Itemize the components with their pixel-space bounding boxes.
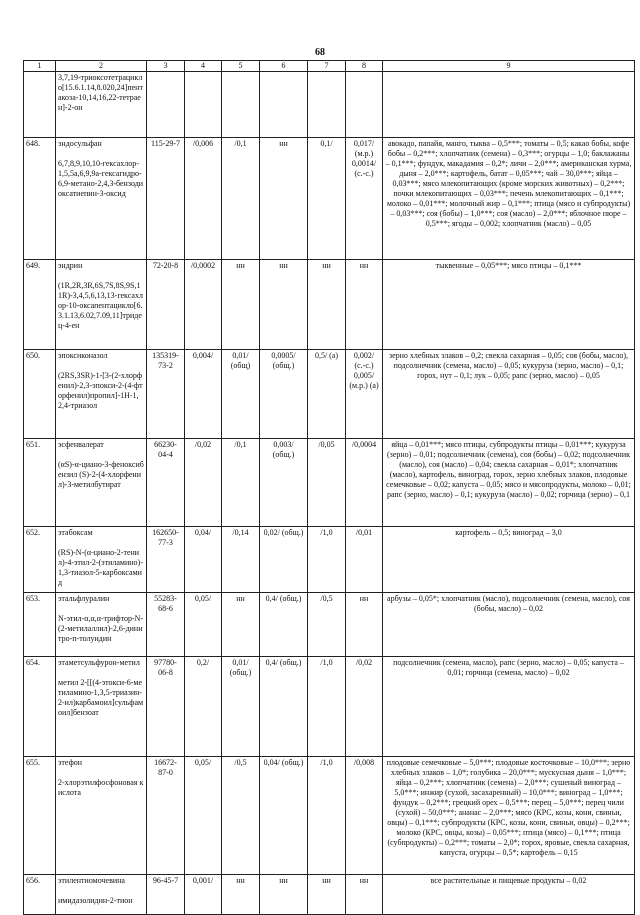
value-col-4: 0,001/ [185,875,222,915]
row-number: 654. [24,657,56,757]
row-number: 651. [24,439,56,527]
cas-number: 96-45-7 [147,875,185,915]
cas-number: 162650-77-3 [147,527,185,593]
cas-number: 72-20-8 [147,260,185,350]
table-row [24,72,635,138]
cas-number: 115-29-7 [147,138,185,260]
value-col-6: нн [260,138,308,260]
regulation-table [23,60,635,915]
value-col-5: нн [222,593,260,657]
row-number: 649. [24,260,56,350]
table-row [24,350,635,439]
value-col-7: нн [308,260,346,350]
products-limits: все растительные и пищевые продукты – 0,02 [383,875,635,915]
row-number: 648. [24,138,56,260]
value-col-7: 0,5/ (а) [308,350,346,439]
value-col-8: нн [346,593,383,657]
value-col-8: 0,002/ (с.-с.) 0,005/ (м.р.) (а) [346,350,383,439]
table-row [24,527,635,593]
value-col-5: /0,14 [222,527,260,593]
value-col-8: /0,01 [346,527,383,593]
value-col-5: нн [222,875,260,915]
table-row [24,757,635,875]
column-number-row [24,61,635,72]
substance-cell [56,657,147,757]
substance-name: этаметсульфурон-метил [58,658,140,667]
value-col-4: 0,004/ [185,350,222,439]
row-number [24,72,56,138]
col-header-6: 6 [260,61,308,72]
value-col-8: /0,008 [346,757,383,875]
table-row [24,657,635,757]
chemical-name: (1R,2R,3R,6S,7S,8S,9S,11R)-3,4,5,6,13,13-гексахлор-10-оксапентацикло[6.3.1.13,6.02,7.09,11]тридец-4-ен [58,281,143,330]
chemical-name: (RS)-N-(α-циано-2-тенил)-4-этил-2-(этиламино)-1,3-тиазол-5-карбоксамид [58,548,143,587]
table-row [24,260,635,350]
value-col-8: /0,02 [346,657,383,757]
substance-name: эсфенвалерат [58,440,104,449]
col-header-5: 5 [222,61,260,72]
products-limits: подсолнечник (семена, масло), рапс (зерно, масло) – 0,05; капуста – 0,01; горчица (семена, масло) – 0,02 [383,657,635,757]
value-col-6: 0,4/ (общ.) [260,657,308,757]
value-col-5: нн [222,260,260,350]
value-col-7: /0,5 [308,593,346,657]
value-col-5: 0,01/ (общ.) [222,657,260,757]
products-limits [383,72,635,138]
value-col-7: /1,0 [308,527,346,593]
value-col-6: 0,4/ (общ.) [260,593,308,657]
row-number: 652. [24,527,56,593]
col-header-1: 1 [24,61,56,72]
substance-name: эндосульфан [58,139,102,148]
table-row [24,138,635,260]
value-col-6: 0,003/ (общ.) [260,439,308,527]
col-header-9: 9 [383,61,635,72]
value-col-8 [346,72,383,138]
substance-name: эпоксиконазол [58,351,108,360]
cas-number: 135319-73-2 [147,350,185,439]
cas-number: 97780-06-8 [147,657,185,757]
substance-name: этефон [58,758,83,767]
table-row [24,439,635,527]
col-header-8: 8 [346,61,383,72]
chemical-name: (αS)-α-циано-3-феноксибензил (S)-2-(4-хлорфенил)-3-метилбутират [58,460,144,489]
chemical-name: имидазолидин-2-тион [58,896,133,905]
substance-cell [56,439,147,527]
value-col-6: 0,02/ (общ.) [260,527,308,593]
value-col-6 [260,72,308,138]
value-col-7: /0,05 [308,439,346,527]
value-col-8: нн [346,260,383,350]
cas-number: 55283-68-6 [147,593,185,657]
substance-cell [56,875,147,915]
products-limits: тыквенные – 0,05***; мясо птицы – 0,1*** [383,260,635,350]
col-header-2: 2 [56,61,147,72]
products-limits: зерно хлебных злаков – 0,2; свекла сахарная – 0,05; соя (бобы, масло), подсолнечник (семена, масло) – 0,05; кукуруза (зерно, масло) – 0,1; горох, нут – 0,1; лук – 0,05; рапс (зерно, масло) – 0,05 [383,350,635,439]
value-col-4: 0,05/ [185,593,222,657]
substance-cell [56,350,147,439]
page-number: 68 [315,47,325,58]
col-header-4: 4 [185,61,222,72]
value-col-6: нн [260,875,308,915]
value-col-8: нн [346,875,383,915]
substance-cell [56,260,147,350]
products-limits: арбузы – 0,05*; хлопчатник (масло), подсолнечник (семена, масло), соя (бобы, масло) – 0,02 [383,593,635,657]
value-col-5: /0,1 [222,138,260,260]
value-col-4: 0,05/ [185,757,222,875]
col-header-7: 7 [308,61,346,72]
value-col-4: /0,02 [185,439,222,527]
substance-cell [56,593,147,657]
value-col-4 [185,72,222,138]
value-col-6: нн [260,260,308,350]
substance-cell [56,757,147,875]
value-col-8: /0,0004 [346,439,383,527]
chemical-name: 3,7,19-триоксотетрацикло[15.6.1.14,8.020,24]пентакоза-10,14,16,22-тетраен]-2-он [58,73,143,112]
chemical-name: метил 2-[[(4-этокси-6-метиламино-1,3,5-триазин-2-ил)карбамоил]сульфамоил]бензоат [58,678,144,717]
value-col-7: 0,1/ [308,138,346,260]
chemical-name: 2-хлорэтилфосфоновая кислота [58,778,144,797]
substance-cell [56,72,147,138]
substance-name: этилентиомочевина [58,876,125,885]
cas-number: 66230-04-4 [147,439,185,527]
substance-name: эндрин [58,261,83,270]
row-number: 653. [24,593,56,657]
products-limits: яйца – 0,01***; мясо птицы, субпродукты птицы – 0,01***; кукуруза (зерно) – 0,01; подсолнечник (семена), соя (бобы) – 0,02; подсолнечник (масло), соя (масло) – 0,04; свекла сахарная – 0,01*; хлопчатник (масло), картофель, виноград, горох, зерно хлебных злаков, плодовые семечковые – 0,02; капуста – 0,05; мясо и мясопродукты, молоко – 0,01; рапс (зерно, масло) – 0,1; кукуруза (масло) – 0,02; горчица (зерно) – 0,1 [383,439,635,527]
row-number: 655. [24,757,56,875]
value-col-4: /0,0002 [185,260,222,350]
value-col-7: нн [308,875,346,915]
substance-cell [56,527,147,593]
substance-name: этабоксам [58,528,93,537]
value-col-7: /1,0 [308,657,346,757]
value-col-7 [308,72,346,138]
chemical-name: N-этил-α,α,α-трифтор-N-(2-метилаллил)-2,6-динитро-п-толуидин [58,614,144,643]
chemical-name: 6,7,8,9,10,10-гексахлор-1,5,5а,6,9,9а-гексагидро-6,9-метано-2,4,3-бензодиоксатиепин-3-оксид [58,159,144,198]
substance-cell [56,138,147,260]
value-col-5: /0,1 [222,439,260,527]
products-limits: картофель – 0,5; виноград – 3,0 [383,527,635,593]
value-col-4: 0,04/ [185,527,222,593]
value-col-5 [222,72,260,138]
chemical-name: (2RS,3SR)-1-[3-(2-хлорфенил)-2,3-эпокси-2-(4-фторфенил)пропил]-1Н-1,2,4-триазол [58,371,143,410]
value-col-5: /0,5 [222,757,260,875]
value-col-4: /0,006 [185,138,222,260]
table-row [24,593,635,657]
row-number: 650. [24,350,56,439]
cas-number [147,72,185,138]
value-col-7: /1,0 [308,757,346,875]
cas-number: 16672-87-0 [147,757,185,875]
value-col-6: 0,0005/ (общ.) [260,350,308,439]
products-limits: авокадо, папайя, манго, тыква – 0,5***; томаты – 0,5; какао бобы, кофе бобы – 0,2***; хлопчатник (семена) – 0,3***; огурцы – 1,0; баклажаны – 0,1***; фундук, макадамия – 0,2*; личи – 2,0***; американская хурма, дыня – 2,0***; картофель, батат – 0,05***; чай – 30,0***; яйца – 0,03***; мясо млекопитающих (кроме морских животных) – 0,2***; почки млекопитающих – 0,03***; печень млекопитающих – 0,1***; молоко – 0,01***; молочный жир – 0,1***; птица (мясо и субпродукты) – 0,03***; соя (бобы) – 1,0***; соя (масло) – 2,0***; яблочное пюре – 0,5***; ягоды – 0,002; хлопчатник (масло) – 0,05 [383,138,635,260]
products-limits: плодовые семечковые – 5,0***; плодовые косточковые – 10,0***; зерно хлебных злаков – 1,0*; голубика – 20,0***; мускусная дыня – 1,0***; яйца – 0,2***; хлопчатник (семена) – 2,0***; сушеный виноград – 5,0***; инжир (сухой, засахаренный) – 10,0***; виноград – 1,0***; фундук – 0,2***; грецкий орех – 0,5***; перец – 5,0***; перец чили (сухой) – 50,0***; ананас – 2,0***; мясо (КРС, козы, кони, свиньи, овцы) – 0,1***; субпродукты (КРС, козы, кони, свиньи, овцы) – 0,2***; молоко (КРС, овцы, козы) – 0,05***; птица (мясо) – 0,1***; птица (субпродукты) – 0,2***; томаты – 2,0*; горох, яровые, свекла сахарная, капуста, огурцы – 0,5*; картофель – 0,15 [383,757,635,875]
value-col-8: 0,017/ (м.р.) 0,0014/ (с.-с.) [346,138,383,260]
table-row [24,875,635,915]
value-col-4: 0,2/ [185,657,222,757]
row-number: 656. [24,875,56,915]
substance-name: этальфлуралин [58,594,110,603]
value-col-5: 0,01/ (общ) [222,350,260,439]
col-header-3: 3 [147,61,185,72]
value-col-6: 0,04/ (общ.) [260,757,308,875]
